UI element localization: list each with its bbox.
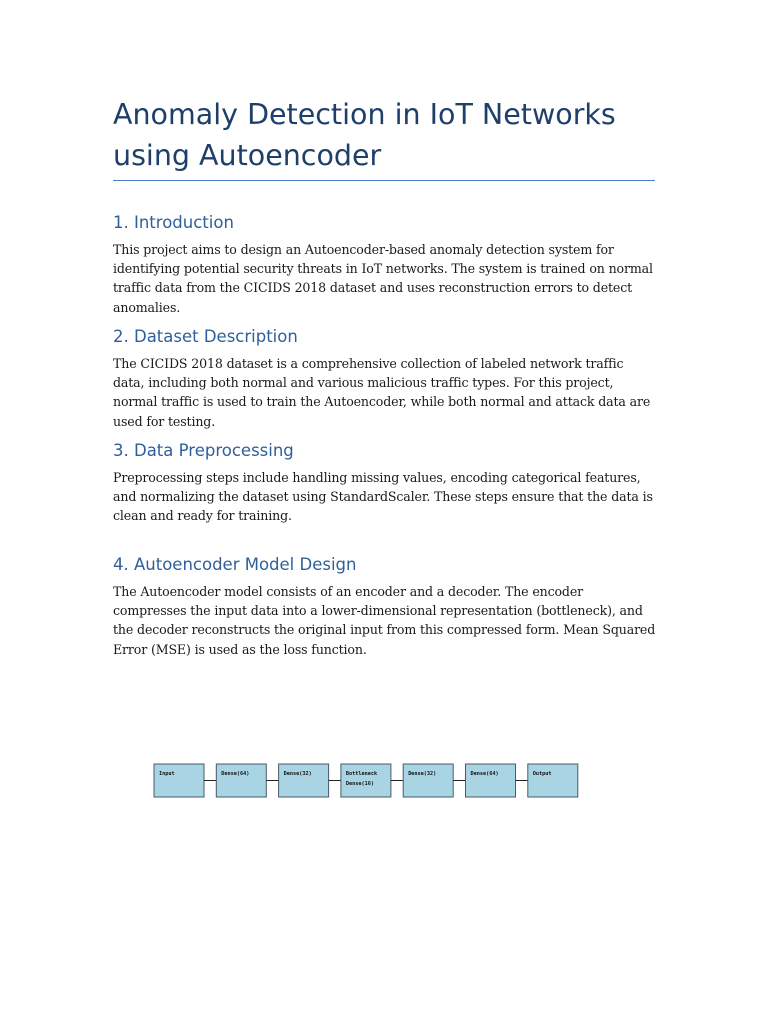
diagram-node-box xyxy=(403,764,453,797)
section-data-preprocessing xyxy=(113,440,658,526)
diagram-node-label: Bottleneck xyxy=(345,771,378,777)
section-heading: 3. Data Preprocessing xyxy=(113,441,294,460)
diagram-node xyxy=(341,764,391,797)
architecture-diagram-svg xyxy=(150,760,590,802)
diagram-node xyxy=(216,764,266,797)
diagram-node-box xyxy=(528,764,578,797)
section-introduction xyxy=(113,212,658,317)
diagram-node-label: Dense(64) xyxy=(470,771,499,777)
section-heading: 4. Autoencoder Model Design xyxy=(113,555,357,574)
diagram-node-label: Output xyxy=(532,771,552,777)
section-dataset-description xyxy=(113,326,658,431)
section-body: This project aims to design an Autoencoder-based anomaly detection system for identifying potential security threats in IoT networks. The system is trained on normal traffic data from the CICIDS 2018 dataset and uses reconstruction errors to detect anomalies. xyxy=(113,242,653,315)
section-heading: 2. Dataset Description xyxy=(113,327,298,346)
diagram-node-box xyxy=(466,764,516,797)
diagram-node-label: Dense(32) xyxy=(283,771,312,777)
diagram-node-label: Dense(16) xyxy=(345,781,375,787)
diagram-node xyxy=(403,764,453,797)
section-body: Preprocessing steps include handling missing values, encoding categorical features, and normalizing the dataset using StandardScaler. These steps ensure that the data is clean and ready for training. xyxy=(113,470,653,524)
title-divider xyxy=(113,180,655,181)
diagram-node xyxy=(528,764,578,797)
autoencoder-architecture-diagram xyxy=(150,760,590,802)
diagram-node xyxy=(466,764,516,797)
section-body: The CICIDS 2018 dataset is a comprehensive collection of labeled network traffic data, including both normal and various malicious traffic types. For this project, normal traffic is used to train the Autoencoder, while both normal and attack data are used for testing. xyxy=(113,356,651,429)
diagram-node xyxy=(279,764,329,797)
diagram-node-label: Input xyxy=(159,771,175,777)
diagram-node xyxy=(154,764,204,797)
section-body: The Autoencoder model consists of an encoder and a decoder. The encoder compresses the input data into a lower-dimensional representation (bottleneck), and the decoder reconstructs the original input from this compressed form. Mean Squared Error (MSE) is used as the loss function. xyxy=(113,584,656,657)
section-heading: 1. Introduction xyxy=(113,213,234,232)
section-autoencoder-model-design xyxy=(113,554,658,659)
diagram-node-box xyxy=(154,764,204,797)
diagram-node-label: Dense(64) xyxy=(221,771,250,777)
diagram-node-label: Dense(32) xyxy=(408,771,437,777)
diagram-node-box xyxy=(216,764,266,797)
document-title: Anomaly Detection in IoT Networks using Autoencoder xyxy=(113,98,616,172)
diagram-node-box xyxy=(279,764,329,797)
